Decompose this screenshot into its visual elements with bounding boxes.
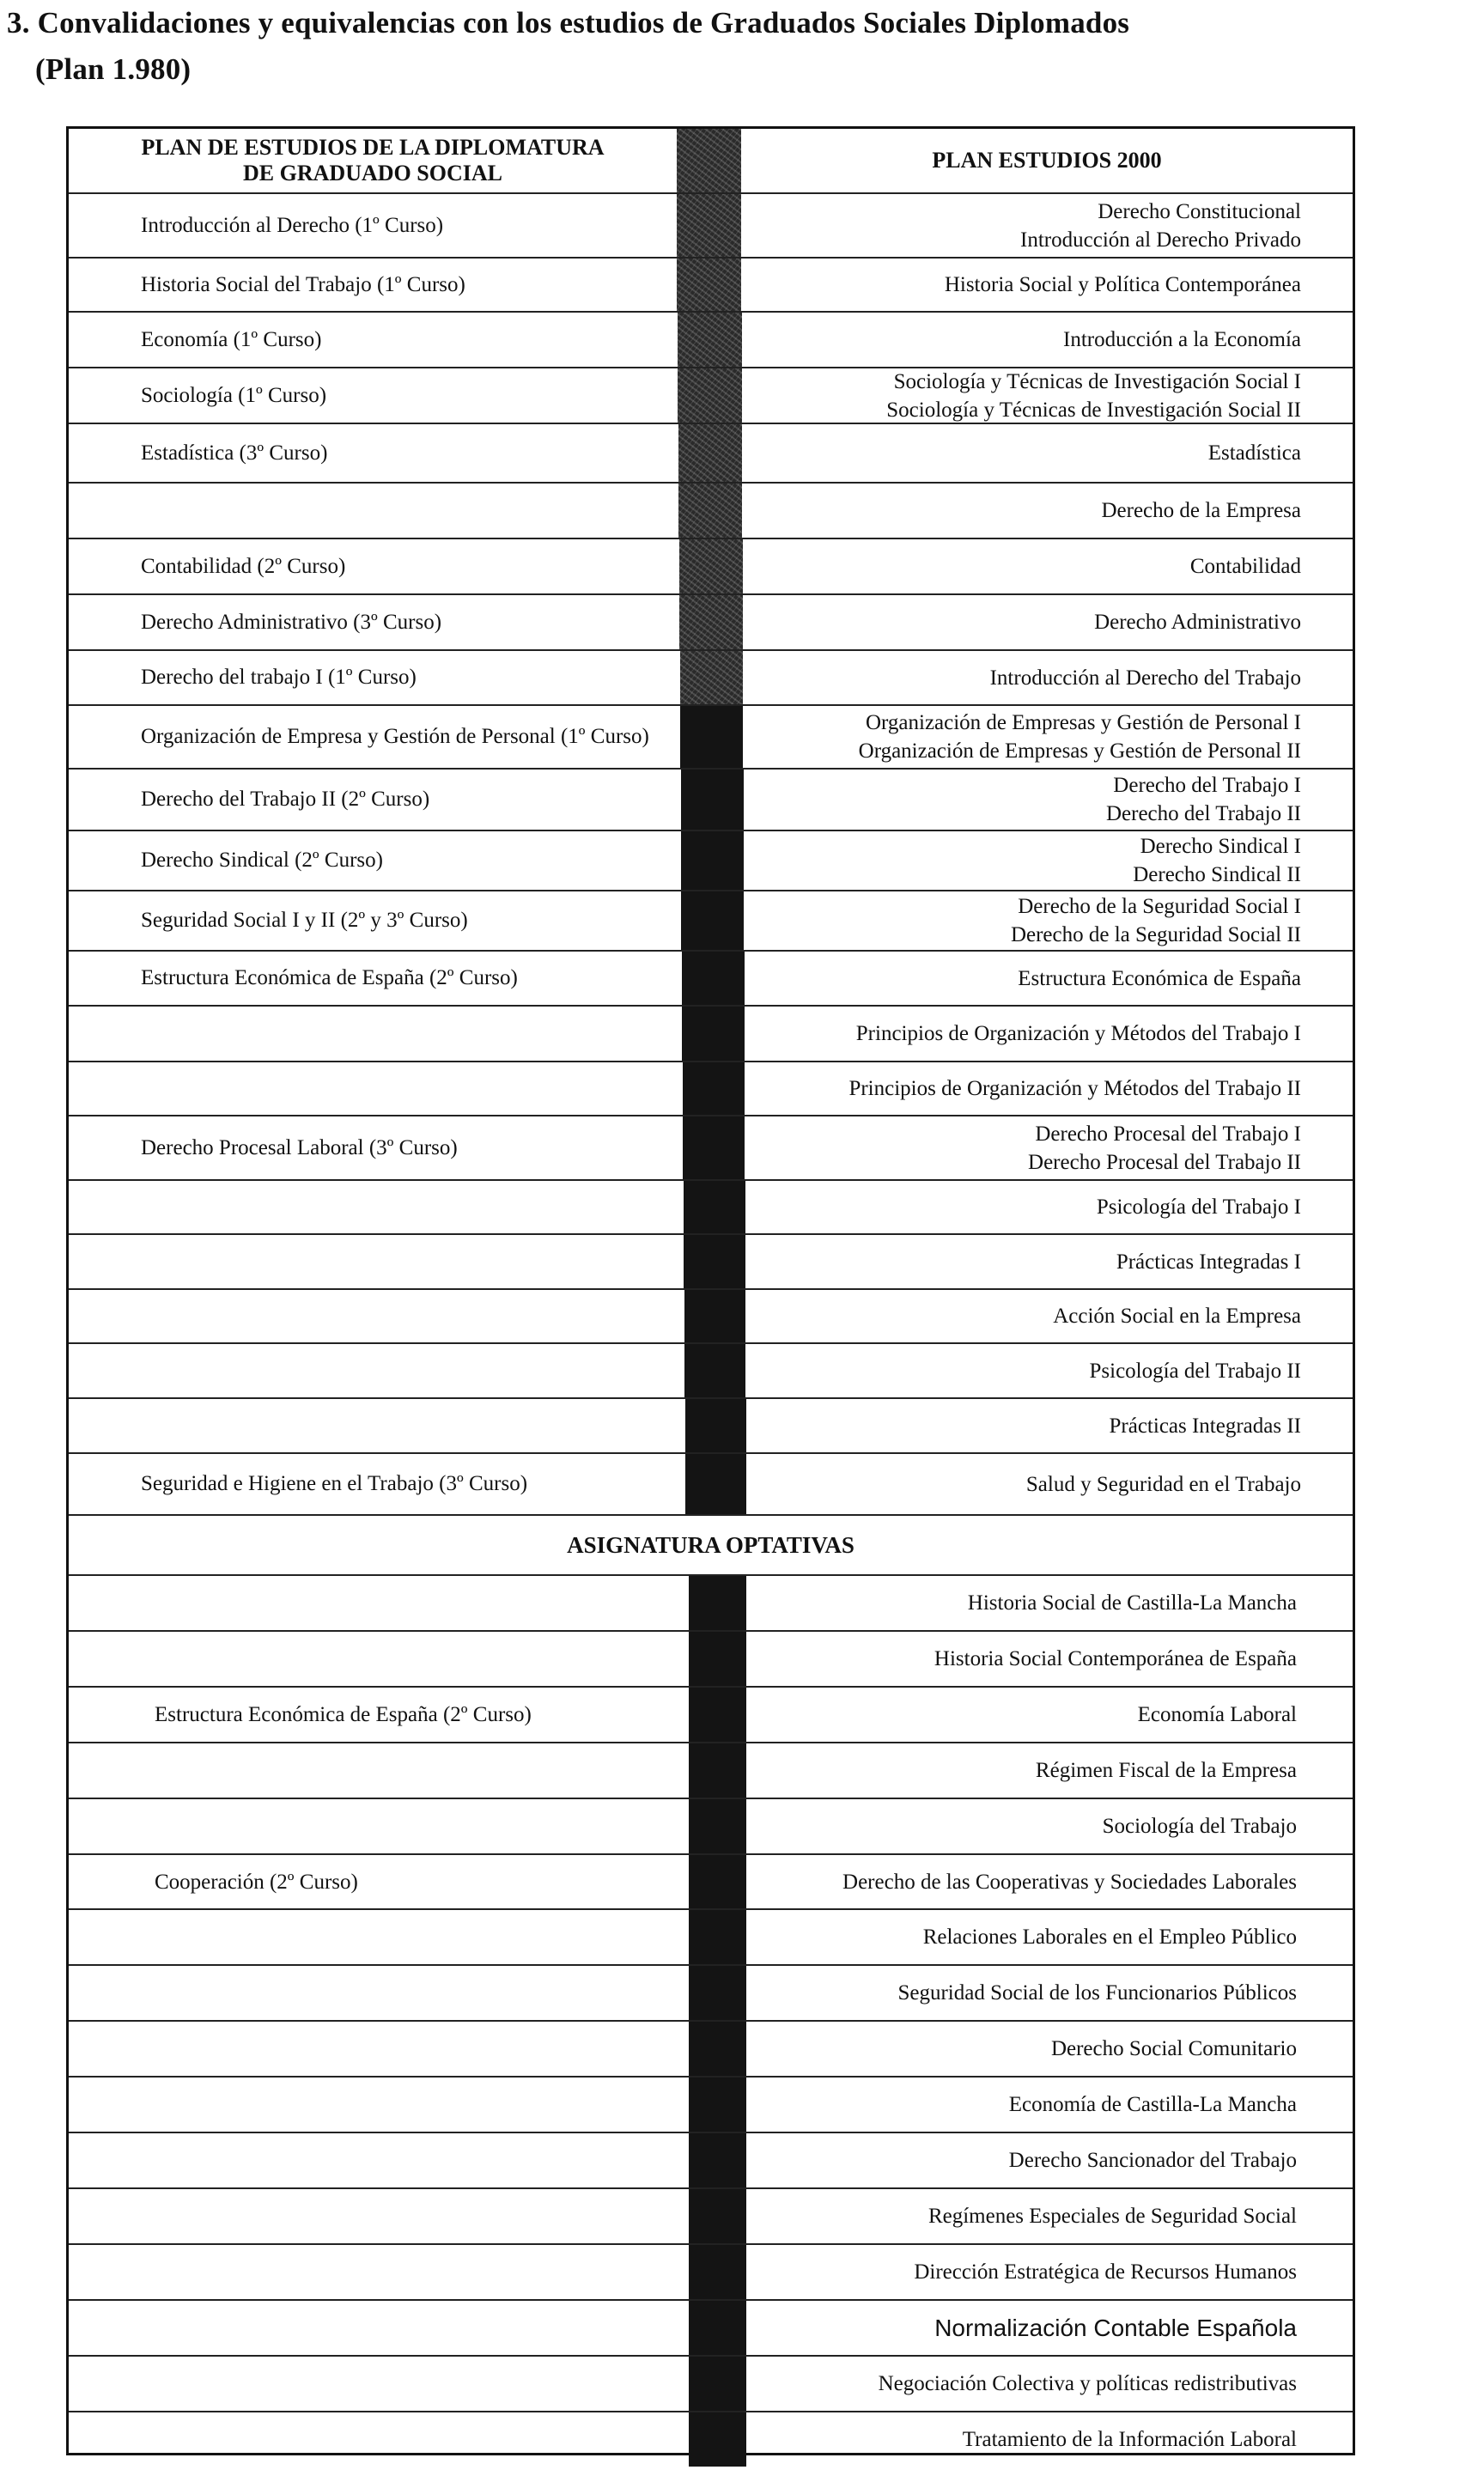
old-plan-subject (69, 2357, 689, 2411)
new-plan-subject: Psicología del Trabajo I (1096, 1195, 1301, 1219)
table-row (69, 1179, 1353, 1233)
table-row (69, 1686, 1353, 1742)
table-row (69, 1005, 1353, 1061)
new-plan-subject-text: Negociación Colectiva y políticas redistributivas (878, 2372, 1297, 2395)
column-divider-bar (684, 1344, 745, 1397)
column-divider-bar (681, 770, 744, 830)
header-left-cell (69, 129, 677, 192)
table-row (69, 2355, 1353, 2411)
new-plan-subject-text: Derecho Sancionador del Trabajo (1008, 2149, 1297, 2172)
new-plan-subjects (745, 1181, 1353, 1233)
new-plan-subject (746, 1910, 1353, 1964)
table-row (69, 1342, 1353, 1397)
column-divider-bar (681, 831, 744, 890)
new-plan-subject: Derecho Constitucional (1098, 199, 1301, 223)
new-plan-subject: Derecho Procesal del Trabajo II (1028, 1150, 1301, 1174)
optativas-heading-row (69, 1514, 1353, 1574)
document-heading (7, 0, 1481, 93)
new-plan-subject-text: Dirección Estratégica de Recursos Humanos (914, 2260, 1297, 2284)
new-plan-subject: Derecho del Trabajo I (1113, 774, 1301, 797)
old-plan-subject: Estructura Económica de España (2º Curso) (155, 1702, 532, 1726)
table-row (69, 1964, 1353, 2020)
column-divider-bar (684, 1235, 745, 1288)
table-row (69, 2187, 1353, 2243)
new-plan-subject (746, 2133, 1353, 2187)
new-plan-subject (746, 1576, 1353, 1630)
column-divider-bar (689, 2078, 746, 2132)
new-plan-subject: Sociología y Técnicas de Investigación Social I (893, 369, 1301, 393)
new-plan-subject: Acción Social en la Empresa (1053, 1305, 1301, 1328)
old-plan-subject: Historia Social del Trabajo (1º Curso) (141, 272, 465, 296)
new-plan-subject: Derecho de la Empresa (1101, 499, 1301, 522)
new-plan-subject: Principios de Organización y Métodos del Trabajo I (855, 1022, 1301, 1045)
new-plan-subject: Prácticas Integradas II (1109, 1414, 1301, 1438)
old-plan-subject: Seguridad Social I y II (2º y 3º Curso) (141, 909, 468, 932)
new-plan-subject-text: Sociología del Trabajo (1102, 1815, 1297, 1838)
old-plan-subject: Estructura Económica de España (2º Curso) (141, 966, 518, 989)
table-row (69, 1574, 1353, 1630)
new-plan-subjects (744, 891, 1353, 950)
new-plan-subjects (743, 539, 1353, 593)
header-left-title-line-1: PLAN DE ESTUDIOS DE LA DIPLOMATURA (141, 135, 605, 160)
table-row (69, 830, 1353, 890)
column-divider-bar (678, 424, 742, 482)
new-plan-subjects (741, 194, 1353, 257)
old-plan-subject (69, 2412, 689, 2467)
column-divider-bar (682, 1007, 745, 1061)
new-plan-subject: Sociología y Técnicas de Investigación Social II (886, 398, 1301, 422)
table-header-row (69, 129, 1353, 192)
new-plan-subjects (745, 1344, 1353, 1397)
table-row (69, 1630, 1353, 1686)
new-plan-subject (746, 2189, 1353, 2243)
new-plan-subject: Derecho Sindical II (1133, 863, 1301, 886)
column-divider-bar (685, 1399, 746, 1452)
new-plan-subjects (742, 313, 1353, 367)
table-row (69, 890, 1353, 950)
old-plan-subject: Derecho Administrativo (3º Curso) (141, 610, 442, 634)
table-row (69, 2243, 1353, 2299)
header-left-title-line-2: DE GRADUADO SOCIAL (243, 161, 502, 186)
column-divider-bar (680, 651, 743, 704)
new-plan-subjects (744, 831, 1353, 890)
new-plan-subject (746, 1632, 1353, 1686)
table-row (69, 1115, 1353, 1179)
new-plan-subject: Estadística (1207, 441, 1301, 465)
column-divider-bar (689, 1743, 746, 1798)
old-plan-subject: Contabilidad (2º Curso) (141, 554, 346, 578)
new-plan-subject: Derecho Procesal del Trabajo I (1035, 1122, 1301, 1146)
new-plan-subjects (743, 651, 1353, 704)
old-plan-subject: Derecho Procesal Laboral (3º Curso) (141, 1135, 458, 1159)
new-plan-subjects (742, 368, 1353, 423)
column-divider-bar (689, 1576, 746, 1630)
column-divider-bar (689, 2357, 746, 2411)
new-plan-subjects (742, 424, 1353, 482)
column-divider-bar (689, 1632, 746, 1686)
table-row (69, 192, 1353, 257)
column-divider-bar (689, 2301, 746, 2355)
new-plan-subjects (745, 1007, 1353, 1061)
old-plan-subject: Organización de Empresa y Gestión de Personal (1º Curso) (141, 725, 649, 748)
column-divider-bar (689, 1910, 746, 1964)
table-row (69, 593, 1353, 649)
new-plan-subject-text: Relaciones Laborales en el Empleo Público (922, 1926, 1297, 1949)
new-plan-subjects (745, 1235, 1353, 1288)
new-plan-subject (746, 1688, 1353, 1742)
new-plan-subject: Estructura Económica de España (1018, 966, 1301, 990)
table-row (69, 2299, 1353, 2355)
new-plan-subjects (744, 770, 1353, 830)
new-plan-subject (746, 1855, 1353, 1909)
new-plan-subject: Introducción a la Economía (1063, 328, 1301, 351)
old-plan-subject: Introducción al Derecho (1º Curso) (141, 213, 444, 237)
column-divider-bar (677, 194, 741, 257)
old-plan-subject (69, 1743, 689, 1798)
new-plan-subject-text: Tratamiento de la Información Laboral (962, 2428, 1297, 2451)
column-divider-bar (689, 2022, 746, 2076)
old-plan-subject: Derecho del Trabajo II (2º Curso) (141, 788, 430, 811)
new-plan-subject (746, 2078, 1353, 2132)
new-plan-subjects (746, 1399, 1353, 1452)
old-plan-subject (69, 2245, 689, 2299)
column-divider-bar (689, 1799, 746, 1853)
old-plan-subject: Estadística (3º Curso) (141, 441, 328, 465)
column-divider-bar (681, 891, 744, 950)
new-plan-subject (746, 2245, 1353, 2299)
old-plan-subject: Cooperación (2º Curso) (155, 1870, 358, 1894)
old-plan-subject (69, 1062, 683, 1115)
column-divider-bar (689, 2412, 746, 2467)
new-plan-subject-text: Historia Social Contemporánea de España (934, 1647, 1297, 1670)
new-plan-subjects (745, 1116, 1353, 1179)
table-row (69, 1397, 1353, 1452)
old-plan-subject: Derecho del trabajo I (1º Curso) (141, 666, 417, 689)
new-plan-subject: Psicología del Trabajo II (1089, 1359, 1301, 1383)
heading-line-2: (Plan 1.980) (35, 52, 192, 86)
new-plan-subject: Salud y Seguridad en el Trabajo (1025, 1472, 1301, 1496)
column-divider-bar (689, 2133, 746, 2187)
column-divider-bar (683, 1062, 745, 1115)
old-plan-subject (69, 2133, 689, 2187)
table-row (69, 649, 1353, 704)
new-plan-subjects (745, 952, 1353, 1005)
old-plan-subject (69, 1966, 689, 2020)
table-row (69, 2020, 1353, 2076)
new-plan-subject: Contabilidad (1189, 555, 1301, 578)
column-divider-bar (678, 368, 742, 423)
column-divider-bar (678, 313, 742, 367)
table-row (69, 1452, 1353, 1514)
column-divider-bar (680, 706, 743, 768)
table-row (69, 1853, 1353, 1909)
new-plan-subjects (741, 259, 1353, 311)
table-row (69, 1061, 1353, 1115)
equivalence-table (66, 126, 1355, 2455)
new-plan-subject (746, 2357, 1353, 2411)
table-row (69, 1233, 1353, 1288)
new-plan-subject: Principios de Organización y Métodos del Trabajo II (848, 1077, 1301, 1100)
new-plan-subject: Organización de Empresas y Gestión de Personal II (858, 739, 1301, 763)
new-plan-subject (746, 1743, 1353, 1798)
optativas-heading: ASIGNATURA OPTATIVAS (567, 1531, 855, 1558)
old-plan-subject (69, 1290, 684, 1342)
table-row (69, 1742, 1353, 1798)
new-plan-subject-text: Regímenes Especiales de Seguridad Social (928, 2205, 1297, 2228)
new-plan-subject-text: Seguridad Social de los Funcionarios Públicos (897, 1981, 1297, 2005)
table-row (69, 257, 1353, 311)
table-row (69, 1288, 1353, 1342)
old-plan-subject (69, 1235, 684, 1288)
new-plan-subject: Prácticas Integradas I (1116, 1250, 1301, 1274)
table-row (69, 768, 1353, 830)
new-plan-subject: Historia Social y Política Contemporánea (944, 273, 1301, 296)
column-divider-bar (683, 1116, 745, 1179)
new-plan-subject: Derecho Administrativo (1094, 611, 1301, 634)
table-row (69, 2076, 1353, 2132)
column-divider-bar (684, 1290, 745, 1342)
old-plan-subject (69, 2022, 689, 2076)
new-plan-subjects (742, 484, 1353, 538)
old-plan-subject: Sociología (1º Curso) (141, 383, 327, 407)
old-plan-subject: Seguridad e Higiene en el Trabajo (3º Curso) (141, 1472, 528, 1495)
column-divider-bar (689, 2245, 746, 2299)
new-plan-subject-text: Derecho de las Cooperativas y Sociedades Laborales (842, 1871, 1297, 1894)
new-plan-subject (746, 2301, 1353, 2355)
new-plan-subject: Organización de Empresas y Gestión de Personal I (865, 711, 1301, 734)
column-divider-bar (677, 259, 741, 311)
new-plan-subject: Introducción al Derecho del Trabajo (989, 666, 1301, 690)
old-plan-subject (69, 484, 678, 538)
table-row (69, 538, 1353, 593)
new-plan-subject-text: Derecho Social Comunitario (1050, 2037, 1297, 2060)
new-plan-subject-text: Historia Social de Castilla-La Mancha (967, 1591, 1297, 1615)
new-plan-subjects (745, 1290, 1353, 1342)
heading-line-1: 3. Convalidaciones y equivalencias con los estudios de Graduados Sociales Diplomados (7, 6, 1130, 40)
table-row (69, 704, 1353, 768)
table-row (69, 950, 1353, 1005)
column-divider-bar (689, 1688, 746, 1742)
column-divider-bar (677, 129, 741, 192)
column-divider-bar (689, 1855, 746, 1909)
table-row (69, 423, 1353, 482)
old-plan-subject (69, 1910, 689, 1964)
new-plan-subject: Derecho Sindical I (1140, 835, 1301, 858)
new-plan-subjects (746, 1454, 1353, 1514)
old-plan-subject (69, 1576, 689, 1630)
column-divider-bar (689, 2189, 746, 2243)
new-plan-subject-text: Economía Laboral (1137, 1703, 1297, 1726)
old-plan-subject (69, 1399, 685, 1452)
old-plan-subject (69, 2078, 689, 2132)
old-plan-subject (69, 1181, 684, 1233)
old-plan-subject (69, 2189, 689, 2243)
old-plan-subject: Derecho Sindical (2º Curso) (141, 849, 383, 872)
new-plan-subjects (743, 706, 1353, 768)
column-divider-bar (679, 539, 743, 593)
column-divider-bar (678, 484, 742, 538)
new-plan-subject (746, 1799, 1353, 1853)
old-plan-subject: Economía (1º Curso) (141, 327, 322, 351)
table-row (69, 311, 1353, 367)
new-plan-subjects (743, 595, 1353, 649)
new-plan-subject-text: Economía de Castilla-La Mancha (1008, 2093, 1297, 2116)
column-divider-bar (679, 595, 743, 649)
table-row (69, 2132, 1353, 2187)
new-plan-subject: Derecho del Trabajo II (1105, 802, 1301, 825)
header-right-cell: PLAN ESTUDIOS 2000 (932, 148, 1162, 173)
new-plan-subject (746, 2412, 1353, 2467)
old-plan-subject (69, 2301, 689, 2355)
new-plan-subject-text: Normalización Contable Española (934, 2315, 1297, 2341)
new-plan-subject (746, 1966, 1353, 2020)
column-divider-bar (684, 1181, 745, 1233)
table-row (69, 1798, 1353, 1853)
new-plan-subjects (745, 1062, 1353, 1115)
table-row (69, 1908, 1353, 1964)
column-divider-bar (689, 1966, 746, 2020)
column-divider-bar (685, 1454, 746, 1514)
table-row (69, 367, 1353, 423)
old-plan-subject (69, 1799, 689, 1853)
old-plan-subject (69, 1007, 682, 1061)
new-plan-subject: Derecho de la Seguridad Social II (1010, 923, 1301, 946)
old-plan-subject (69, 1344, 684, 1397)
table-row (69, 2411, 1353, 2467)
table-row (69, 482, 1353, 538)
old-plan-subject (69, 1632, 689, 1686)
new-plan-subject-text: Régimen Fiscal de la Empresa (1035, 1759, 1297, 1782)
new-plan-subject: Derecho de la Seguridad Social I (1018, 895, 1301, 918)
column-divider-bar (682, 952, 745, 1005)
new-plan-subject: Introducción al Derecho Privado (1020, 228, 1301, 252)
new-plan-subject (746, 2022, 1353, 2076)
